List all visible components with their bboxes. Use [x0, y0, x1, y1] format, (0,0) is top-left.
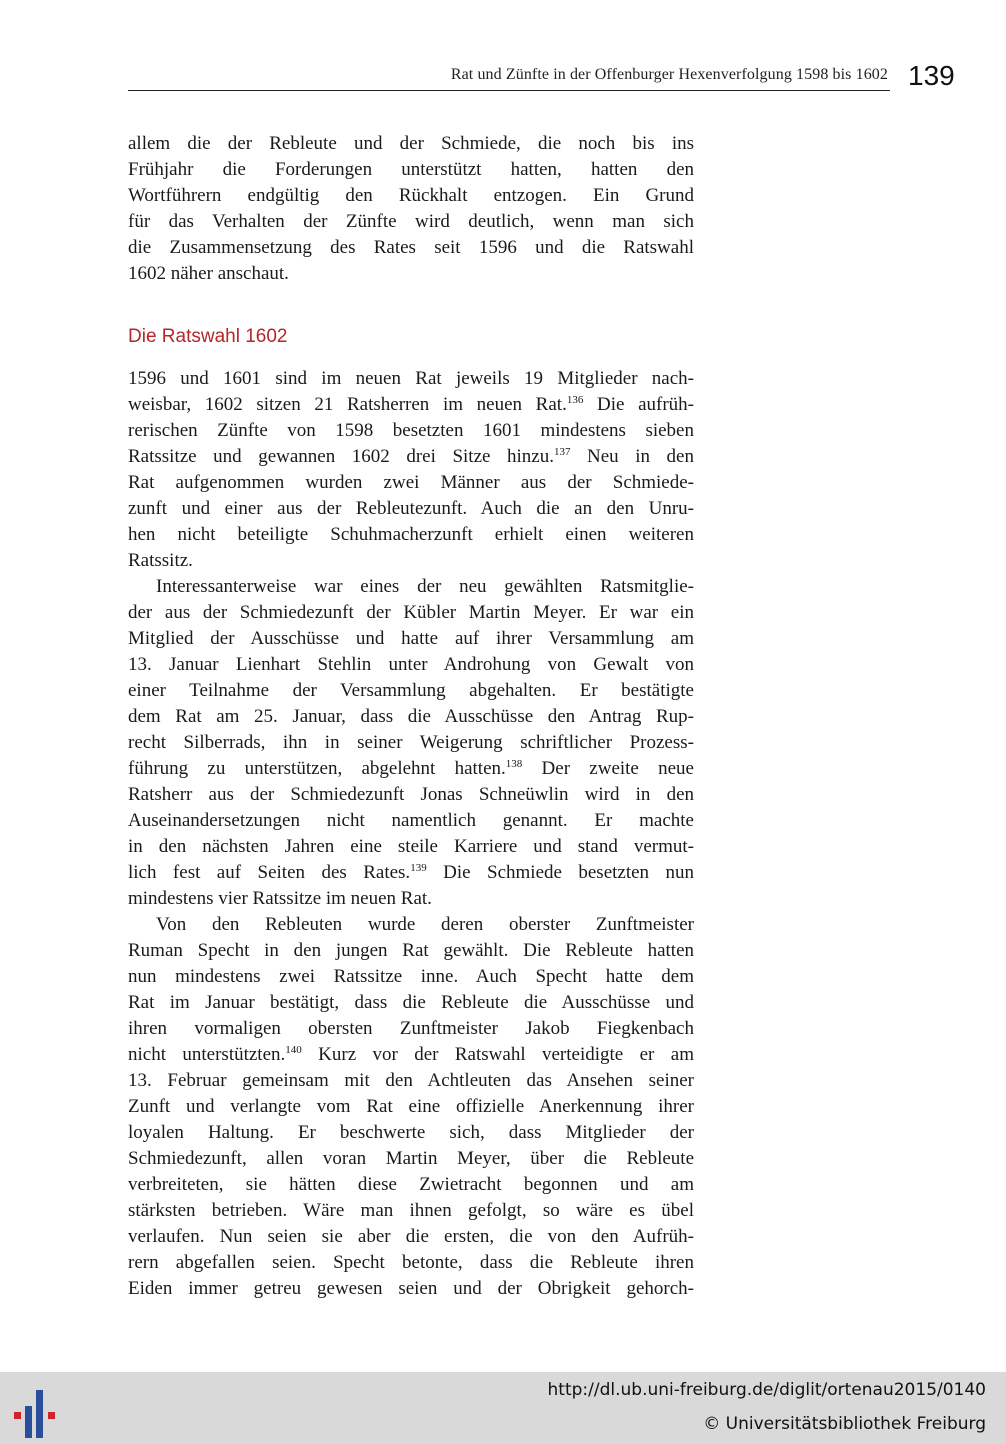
- library-logo-icon: [12, 1384, 64, 1440]
- text-segment: Der zweite neue: [522, 758, 694, 779]
- text-line: ihren vormaligen obersten Zunftmeister Jakob Fiegkenbach: [128, 1018, 694, 1039]
- text-line: Ratssitz.: [128, 550, 193, 571]
- text-line: verlaufen. Nun seien sie aber die ersten, die von den Aufrüh-: [128, 1226, 694, 1247]
- text-line: Mitglied der Ausschüsse und hatte auf ihrer Versammlung am: [128, 628, 694, 649]
- text-segment: weisbar, 1602 sitzen 21 Ratsherren im neuen Rat.: [128, 394, 567, 415]
- text-segment: nicht unterstützten.: [128, 1044, 286, 1065]
- text-line: Ratsherr aus der Schmiedezunft Jonas Schneüwlin wird in den: [128, 784, 694, 805]
- text-line: die Zusammensetzung des Rates seit 1596 und die Ratswahl: [128, 237, 694, 258]
- text-segment: führung zu unterstützen, abgelehnt hatten.: [128, 758, 506, 779]
- text-segment: Ratssitze und gewannen 1602 drei Sitze hinzu.: [128, 446, 554, 467]
- running-title: Rat und Zünfte in der Offenburger Hexenverfolgung 1598 bis 1602: [450, 66, 888, 83]
- text-line: nun mindestens zwei Ratssitze inne. Auch Specht hatte dem: [128, 966, 694, 987]
- text-line: mindestens vier Ratssitze im neuen Rat.: [128, 888, 432, 909]
- text-line: der aus der Schmiedezunft der Kübler Martin Meyer. Er war ein: [128, 602, 694, 623]
- paragraph-1: [128, 366, 694, 1302]
- text-line: stärksten betrieben. Wäre man ihnen gefolgt, so wäre es übel: [128, 1200, 694, 1221]
- text-line: Rat im Januar bestätigt, dass die Rebleute die Ausschüsse und: [128, 992, 694, 1013]
- text-line: Rat aufgenommen wurden zwei Männer aus der Schmiede-: [128, 472, 694, 493]
- footnote-ref-136[interactable]: 136: [566, 394, 584, 406]
- text-line: Interessanterweise war eines der neu gewählten Ratsmitglie-: [156, 576, 694, 597]
- text-line: verbreiteten, sie hätten diese Zwietracht begonnen und am: [128, 1174, 694, 1195]
- text-line: für das Verhalten der Zünfte wird deutlich, wenn man sich: [128, 211, 694, 232]
- text-line: Frühjahr die Forderungen unterstützt hatten, hatten den: [128, 159, 694, 180]
- text-line: einer Teilnahme der Versammlung abgehalten. Er bestätigte: [128, 680, 694, 701]
- text-line: recht Silberrads, ihn in seiner Weigerung schriftlicher Prozess-: [128, 732, 694, 753]
- text-line: Wortführern endgültig den Rückhalt entzogen. Ein Grund: [128, 185, 694, 206]
- logo-bar-blue-1: [25, 1406, 32, 1438]
- text-segment: Die Schmiede besetzten nun: [426, 862, 694, 883]
- text-segment: Kurz vor der Ratswahl verteidigte er am: [301, 1044, 694, 1065]
- text-line: hen nicht beteiligte Schuhmacherzunft erhielt einen weiteren: [128, 524, 694, 545]
- text-line: Eiden immer getreu gewesen seien und der Obrigkeit gehorch-: [128, 1278, 694, 1299]
- text-line: 13. Januar Lienhart Stehlin unter Androhung von Gewalt von: [128, 654, 694, 675]
- text-line: in den nächsten Jahren eine steile Karriere und stand vermut-: [128, 836, 694, 857]
- text-line: allem die der Rebleute und der Schmiede, die noch bis ins: [128, 133, 694, 154]
- logo-bar-red-left: [14, 1412, 21, 1419]
- text-line: [128, 860, 694, 886]
- text-line: Zunft und verlangte vom Rat eine offizielle Anerkennung ihrer: [128, 1096, 694, 1117]
- intro-paragraph: [128, 131, 694, 287]
- text-segment: Die aufrüh-: [583, 394, 694, 415]
- text-line: rerischen Zünfte von 1598 besetzten 1601 mindestens sieben: [128, 420, 694, 441]
- text-line: 13. Februar gemeinsam mit den Achtleuten das Ansehen seiner: [128, 1070, 694, 1091]
- footnote-ref-138[interactable]: 138: [505, 758, 523, 770]
- text-line: [128, 444, 694, 470]
- logo-bar-red-right: [48, 1412, 55, 1419]
- text-line: Schmiedezunft, allen voran Martin Meyer, über die Rebleute: [128, 1148, 694, 1169]
- text-line: 1596 und 1601 sind im neuen Rat jeweils 19 Mitglieder nach-: [128, 368, 694, 389]
- running-header: [128, 64, 890, 91]
- text-line: [128, 756, 694, 782]
- text-line: zunft und einer aus der Rebleutezunft. Auch die an den Unru-: [128, 498, 694, 519]
- footnote-ref-137[interactable]: 137: [553, 446, 571, 458]
- section-heading: Die Ratswahl 1602: [128, 326, 288, 347]
- text-line: Auseinandersetzungen nicht namentlich genannt. Er machte: [128, 810, 694, 831]
- text-line: rern abgefallen seien. Specht betonte, dass die Rebleute ihren: [128, 1252, 694, 1273]
- text-segment: lich fest auf Seiten des Rates.: [128, 862, 411, 883]
- footnote-ref-140[interactable]: 140: [285, 1044, 302, 1056]
- logo-bar-blue-2: [36, 1390, 43, 1438]
- text-line: [128, 392, 694, 418]
- footer-bar: [0, 1372, 1006, 1444]
- text-line: Ruman Specht in den jungen Rat gewählt. Die Rebleute hatten: [128, 940, 694, 961]
- text-line: loyalen Haltung. Er beschwerte sich, dass Mitglieder der: [128, 1122, 694, 1143]
- footnote-ref-139[interactable]: 139: [410, 862, 427, 874]
- text-line: [128, 1042, 694, 1068]
- footer-copyright: © Universitätsbibliothek Freiburg: [703, 1414, 986, 1434]
- page-number: 139: [908, 60, 955, 91]
- text-segment: Neu in den: [570, 446, 694, 467]
- text-line: Von den Rebleuten wurde deren oberster Zunftmeister: [156, 914, 694, 935]
- text-line: 1602 näher anschaut.: [128, 263, 289, 284]
- text-line: dem Rat am 25. Januar, dass die Ausschüsse den Antrag Rup-: [128, 706, 694, 727]
- footer-url-link[interactable]: http://dl.ub.uni-freiburg.de/diglit/ortenau2015/0140: [547, 1380, 986, 1400]
